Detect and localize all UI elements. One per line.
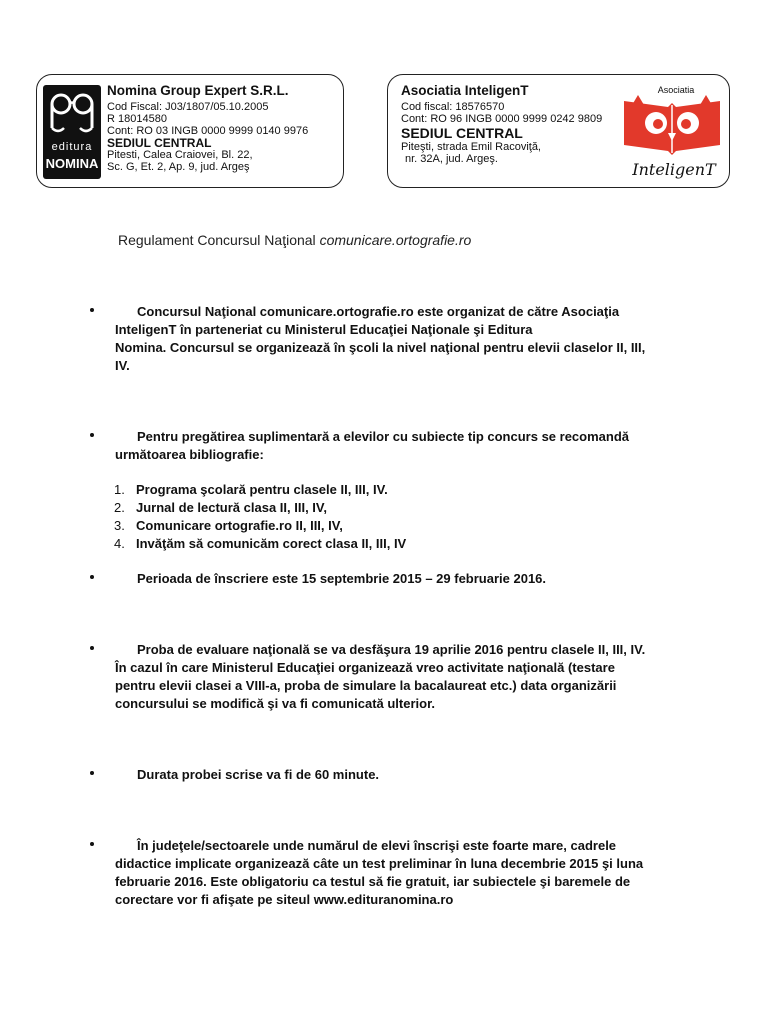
bullet-line: Pentru pregătirea suplimentară a elevilor cu subiecte tip concurs se recomandă (137, 429, 630, 444)
bullet-line: Perioada de înscriere este 15 septembrie 2015 – 29 februarie 2016. (137, 571, 547, 586)
bullet-line: Proba de evaluare naţională se va desfăşura 19 aprilie 2016 pentru clasele II, III, IV. (137, 642, 646, 657)
address-line-2: Sc. G, Et. 2, Ap. 9, jud. Argeş (107, 161, 250, 173)
bullet-text (115, 303, 730, 375)
page-title (118, 232, 471, 248)
bullet-text (115, 641, 730, 713)
bullet-text (115, 837, 730, 909)
inteligent-header-box (387, 74, 730, 188)
glasses-icon (48, 90, 96, 134)
bullet-line: didactice implicate organizează câte un test preliminar în luna decembrie 2015 şi luna (115, 856, 644, 871)
inteligent-owl-logo (618, 83, 724, 181)
bullet-preliminary-test (90, 837, 730, 909)
bullet-text (115, 570, 730, 588)
bullet-line: concursului se modifică şi va fi comunicată ulterior. (115, 696, 436, 711)
bullet-dot (90, 308, 94, 312)
hq-label: SEDIUL CENTRAL (401, 125, 523, 141)
bullet-line: În cazul în care Ministerul Educaţiei organizează vreo activitate naţională (testare (115, 660, 615, 675)
hq-label: SEDIUL CENTRAL (107, 136, 212, 150)
address-line-1: Piteşti, strada Emil Racoviţă, (401, 141, 541, 153)
list-item: 1. Programa şcolară pentru clasele II, III, IV. (114, 482, 388, 497)
bullet-line: Nomina. Concursul se organizează în şcoli la nivel naţional pentru elevii claselor II, III, (115, 340, 646, 355)
nomina-info (107, 83, 308, 173)
bullet-line: pentru elevii clasei a VIII-a, proba de simulare la bacalaureat etc.) data organizării (115, 678, 617, 693)
bank-account: Cont: RO 03 INGB 0000 9999 0140 9976 (107, 125, 309, 137)
list-item: 2. Jurnal de lectură clasa II, III, IV, (114, 500, 328, 515)
nomina-header-box (36, 74, 344, 188)
cod-fiscal: Cod Fiscal: J03/1807/05.10.2005 (107, 101, 269, 113)
bullet-duration (90, 766, 730, 784)
bullet-line: Durata probei scrise va fi de 60 minute. (137, 767, 380, 782)
bullet-text (115, 428, 730, 464)
logo-nomina-text: NOMINA (45, 156, 99, 171)
bullet-evaluation-date (90, 641, 730, 713)
company-name: Nomina Group Expert S.R.L. (107, 83, 289, 98)
bullet-line: În judeţele/sectoarele unde numărul de elevi înscrişi este foarte mare, cadrele (137, 838, 617, 853)
bullet-dot (90, 575, 94, 579)
bullet-bibliography (90, 428, 730, 464)
logo-inteligent-text: InteligenT (632, 160, 716, 179)
bullet-registration-period (90, 570, 730, 588)
registry-number: R 18014580 (107, 113, 167, 125)
inteligent-info (401, 83, 602, 165)
title-text: Regulament Concursul Naţional (118, 232, 320, 248)
bank-account: Cont: RO 96 INGB 0000 9999 0242 9809 (401, 113, 603, 125)
bullet-dot (90, 646, 94, 650)
list-item: 3. Comunicare ortografie.ro II, III, IV, (114, 518, 343, 533)
bullet-line: InteligenT în parteneriat cu Ministerul Educaţiei Naţionale şi Editura (115, 322, 533, 337)
logo-asociatia-text: Asociatia (657, 85, 695, 95)
bullet-text (115, 766, 730, 784)
logo-editura-text: editura (51, 141, 93, 153)
list-item: 4. Invăţăm să comunicăm corect clasa II, III, IV (114, 536, 407, 551)
bullet-organizer (90, 303, 730, 375)
address-line-2: nr. 32A, jud. Argeş. (405, 153, 498, 165)
bullet-line: corectare vor fi afişate pe siteul www.edituranomina.ro (115, 892, 454, 907)
bullet-line: februarie 2016. Este obligatoriu ca testul să fie gratuit, iar subiectele şi baremele de (115, 874, 631, 889)
address-line-1: Pitesti, Calea Craiovei, Bl. 22, (107, 149, 253, 161)
bullet-dot (90, 433, 94, 437)
association-name: Asociatia InteligenT (401, 83, 529, 98)
bullet-line: IV. (115, 358, 130, 373)
bullet-line: Concursul Naţional comunicare.ortografie.ro este organizat de către Asociaţia (137, 304, 620, 319)
nomina-logo (43, 85, 101, 179)
cod-fiscal: Cod fiscal: 18576570 (401, 101, 505, 113)
bullet-dot (90, 842, 94, 846)
bibliography-list (114, 481, 406, 553)
bullet-line: următoarea bibliografie: (115, 447, 264, 462)
title-site: comunicare.ortografie.ro (319, 232, 472, 248)
bullet-dot (90, 771, 94, 775)
